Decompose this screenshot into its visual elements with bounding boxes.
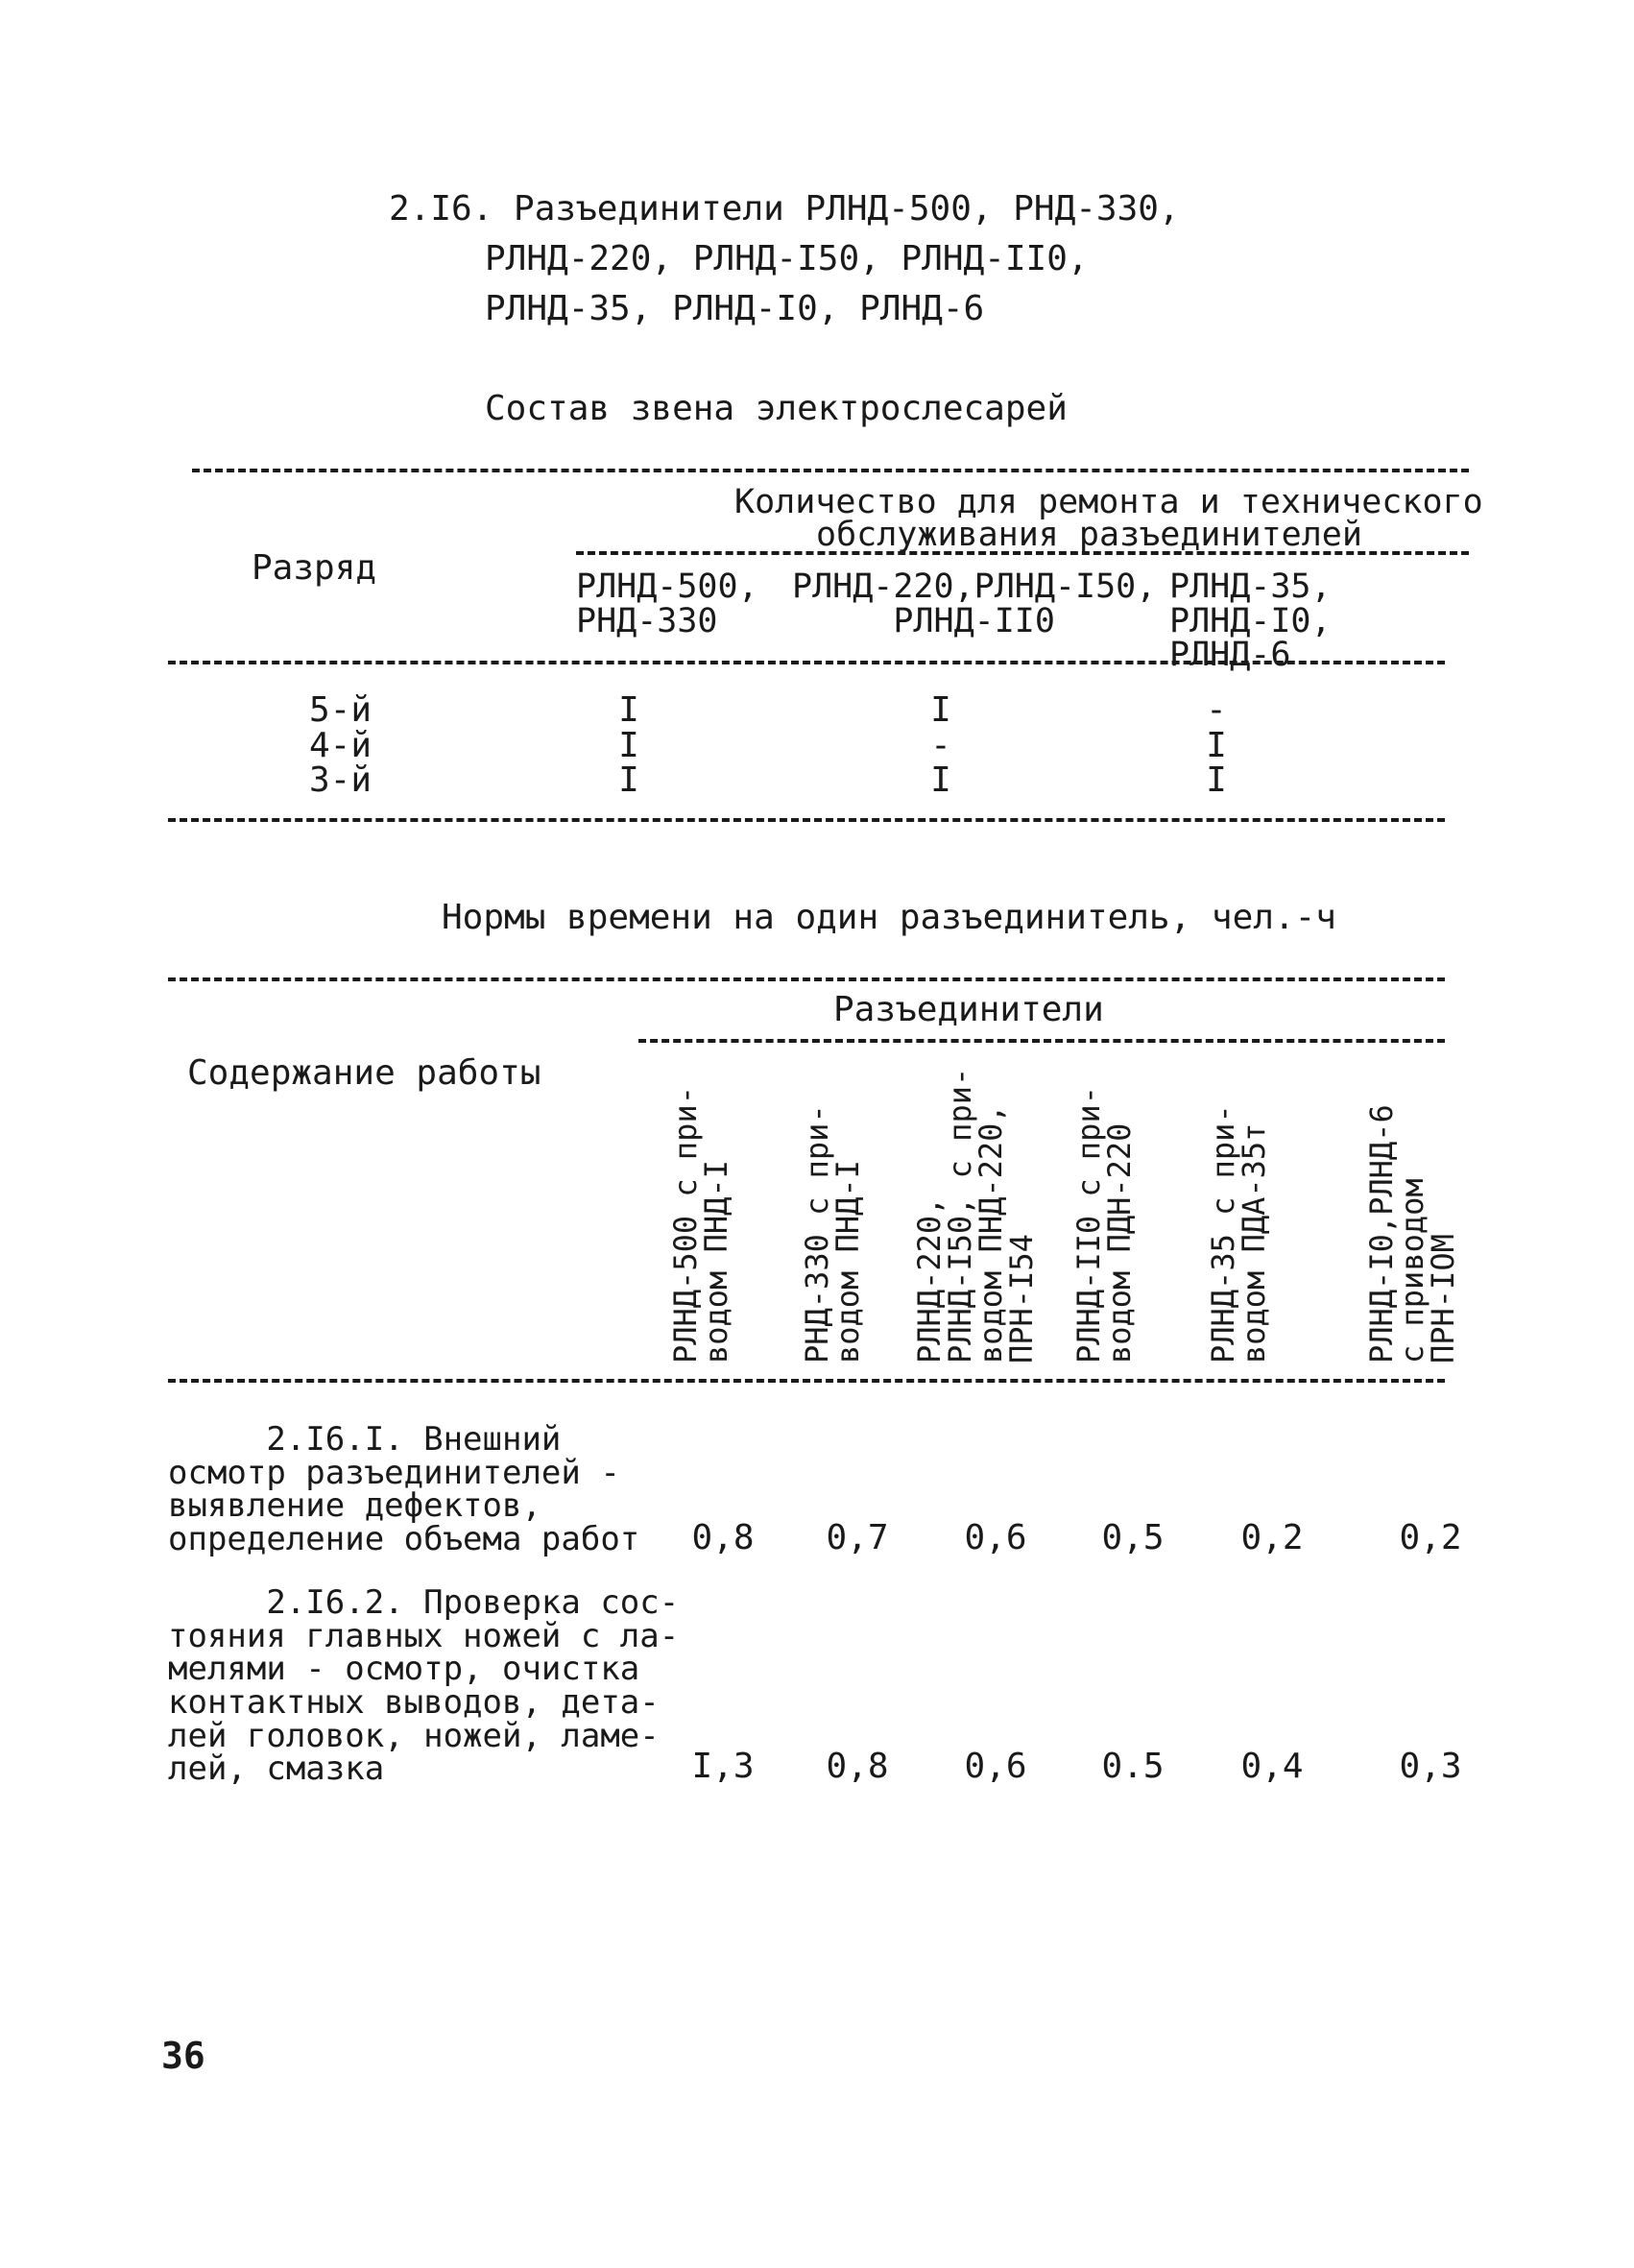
norms-group-rule xyxy=(638,1039,1445,1043)
crew-row-header: Разряд xyxy=(252,548,377,588)
norms-row2-text: 2.I6.2. Проверка сос- тояния главных ножей с ла- мелями - осмотр, очистка контактных выводов, дета- лей головок, ножей, ламе- лей, смазка xyxy=(168,1583,680,1789)
crew-group-rule xyxy=(576,551,1469,555)
norms-group-header: Разъединители xyxy=(833,990,1104,1029)
crew-col3-header: РЛНД-35, РЛНД-I0, РЛНД-6 xyxy=(1169,567,1332,675)
norms-col2-header: РНД-330 с при- водом ПНД-I xyxy=(799,1104,866,1363)
norms-row1-value-2: 0,7 xyxy=(826,1518,889,1557)
crew-grades: 5-й 4-й 3-й xyxy=(309,690,372,801)
section-title-line1: 2.I6. Разъединители РЛНД-500, РНД-330, xyxy=(389,189,1180,229)
crew-col1-values: I I I xyxy=(618,690,639,801)
norms-work-header: Содержание работы xyxy=(187,1053,541,1093)
crew-header-bottom-rule xyxy=(168,661,1445,664)
norms-col3-header: РЛНД-220, РЛНД-I50, с при- водом ПНД-220, ПРН-I54 xyxy=(911,1067,1040,1363)
norms-row2-value-2: 0,8 xyxy=(826,1747,889,1786)
section-title-line2: РЛНД-220, РЛНД-I50, РЛНД-II0, xyxy=(485,239,1089,278)
crew-group-header-line1: Количество для ремонта и технического xyxy=(734,483,1483,521)
norms-col5-header: РЛНД-35 с при- водом ПДА-35т xyxy=(1205,1104,1272,1363)
crew-col2-values: I - I xyxy=(930,690,951,801)
crew-col1-header: РЛНД-500, РНД-330 xyxy=(576,567,758,640)
section-title-line3: РЛНД-35, РЛНД-I0, РЛНД-6 xyxy=(485,289,985,328)
norms-row1-value-4: 0,5 xyxy=(1101,1518,1165,1557)
crew-table-top-rule xyxy=(192,469,1469,472)
crew-col3-values: - I I xyxy=(1206,690,1227,801)
crew-col2-header: РЛНД-220,РЛНД-I50, РЛНД-II0 xyxy=(792,567,1157,640)
norms-col6-header: РЛНД-I0,РЛНД-6 с приводом ПРН-IOM xyxy=(1363,1104,1461,1363)
norms-row1-value-6: 0,2 xyxy=(1399,1518,1462,1557)
norms-row1-value-5: 0,2 xyxy=(1240,1518,1304,1557)
crew-table-bottom-rule xyxy=(168,818,1445,822)
norms-header-bottom-rule xyxy=(168,1379,1445,1383)
norms-caption: Нормы времени на один разъединитель, чел.-ч xyxy=(442,898,1336,937)
norms-col4-header: РЛНД-II0 с при- водом ПДН-220 xyxy=(1070,1086,1138,1363)
norms-row2-value-5: 0,4 xyxy=(1240,1747,1304,1786)
norms-row1-value-3: 0,6 xyxy=(964,1518,1027,1557)
norms-row2-value-1: I,3 xyxy=(691,1747,755,1786)
crew-caption: Состав звена электрослесарей xyxy=(485,389,1068,428)
norms-table-top-rule xyxy=(168,977,1445,981)
norms-row2-value-6: 0,3 xyxy=(1399,1747,1462,1786)
norms-row2-value-3: 0,6 xyxy=(964,1747,1027,1786)
norms-col1-header: РЛНД-500 с при- водом ПНД-I xyxy=(667,1086,734,1363)
norms-row2-value-4: 0.5 xyxy=(1101,1747,1165,1786)
page-number: 36 xyxy=(161,2035,205,2077)
crew-group-header-line2: обслуживания разъединителей xyxy=(816,516,1362,554)
norms-row1-value-1: 0,8 xyxy=(691,1518,755,1557)
norms-row1-text: 2.I6.I. Внешний осмотр разъединителей - выявление дефектов, определение объема работ xyxy=(168,1420,640,1559)
